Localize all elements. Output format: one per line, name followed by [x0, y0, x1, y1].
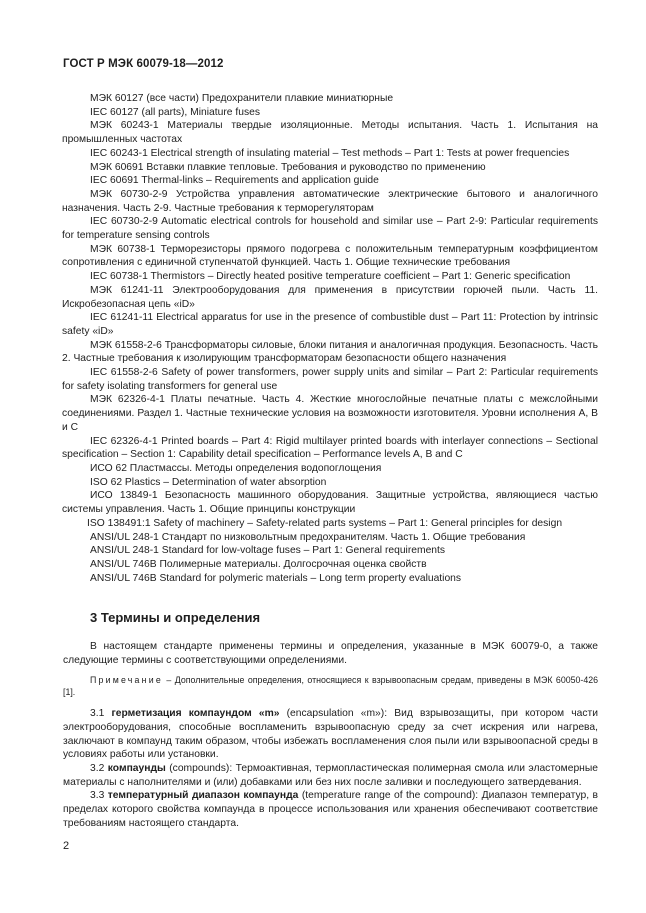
term-number: 3.2 [90, 763, 108, 775]
reference-item: МЭК 60738-1 Терморезисторы прямого подогрева с положительным температурным коэффициентом сопротивления с единичной ступенчатой функцией. Часть 1. Общие технические требования [62, 243, 598, 269]
reference-item: МЭК 60243-1 Материалы твердые изоляционные. Методы испытания. Часть 1. Испытания на промышленных частотах [62, 120, 598, 146]
reference-item: ANSI/UL 746B Полимерные материалы. Долгосрочная оценка свойств [90, 558, 427, 570]
term-definition [63, 762, 598, 789]
note-text: – Дополнительные определения, относящиеся к взрывоопасным средам, приведены в МЭК 60050-426 [1]. [63, 675, 598, 697]
term-definition [63, 789, 598, 830]
reference-item: ANSI/UL 248-1 Стандарт по низковольтным предохранителям. Часть 1. Общие требования [90, 531, 526, 543]
page-number: 2 [63, 840, 70, 852]
reference-item: МЭК 61241-11 Электрооборудования для применения в присутствии горючей пыли. Часть 11. Искробезопасная цепь «iD» [62, 284, 598, 310]
reference-item: IEC 60127 (all parts), Miniature fuses [90, 106, 260, 118]
term-name: температурный диапазон компаунда [107, 790, 299, 802]
reference-item: МЭК 60691 Вставки плавкие тепловые. Требования и руководство по применению [90, 161, 486, 173]
reference-item: ИСО 62 Пластмассы. Методы определения водопоглощения [90, 462, 382, 474]
reference-item: IEC 61241-11 Electrical apparatus for use in the presence of combustible dust – Part 11: Protection by intrinsic safety «iD» [62, 312, 598, 337]
term-name: компаунды [107, 763, 166, 775]
term-definition [63, 707, 598, 762]
reference-item: ISO 62 Plastics – Determination of water absorption [90, 476, 327, 488]
reference-item: IEC 62326-4-1 Printed boards – Part 4: Rigid multilayer printed boards with interlayer connections – Sectional specification – Section 1: Capability detail specification – Performance levels A, B and C [62, 435, 598, 461]
reference-item: IEC 60691 Thermal-links – Requirements and application guide [90, 175, 379, 187]
term-number: 3.1 [90, 708, 112, 720]
reference-item: ISO 138491:1 Safety of machinery – Safety-related parts systems – Part 1: General principles for design [87, 517, 563, 529]
term-text: (temperature range of the compound): Диапазон температур, в пределах которого свойства компаунда в процессе использования или хранения обеспечивают соответствие требованиям настоящего стандарта. [63, 790, 598, 829]
term-name: герметизация компаундом «m» [111, 708, 280, 720]
reference-item: ANSI/UL 746B Standard for polymeric materials – Long term property evaluations [90, 572, 462, 584]
section-title: 3 Термины и определения [90, 610, 261, 625]
reference-item: МЭК 61558-2-6 Трансформаторы силовые, блоки питания и аналогичная продукция. Безопасность. Часть 2. Частные требования к изолирующим трансформаторам безопасности общего назначения [62, 339, 598, 365]
reference-item: IEC 60738-1 Thermistors – Directly heated positive temperature coefficient – Part 1: Generic specification [90, 271, 571, 283]
term-number: 3.3 [90, 790, 108, 802]
reference-item: МЭК 60730-2-9 Устройства управления автоматические электрические бытового и аналогичного назначения. Часть 2-9. Частные требования к терморегуляторам [62, 188, 598, 214]
intro-paragraph: В настоящем стандарте применены термины и определения, указанные в МЭК 60079-0, а также следующие термины с соответствующими определениями. [63, 641, 598, 666]
reference-item: IEC 60243-1 Electrical strength of insulating material – Test methods – Part 1: Tests at power frequencies [90, 147, 570, 159]
reference-item: ANSI/UL 248-1 Standard for low-voltage fuses – Part 1: General requirements [90, 545, 446, 557]
document-header: ГОСТ Р МЭК 60079-18—2012 [63, 58, 224, 70]
normative-references-list [62, 92, 598, 585]
reference-item: МЭК 60127 (все части) Предохранители плавкие миниатюрные [90, 93, 394, 104]
term-text: (encapsulation «m»): Вид взрывозащиты, при котором части электрооборудования, способные воспламенить взрывоопасную среду за счет искрения или нагрева, заключают в компаунд таким образом, чтобы избежать воспламенения слоя пыли или взрывоопасной среды в условиях работы или установки. [63, 708, 598, 761]
section-body [63, 640, 598, 831]
reference-item: IEC 61558-2-6 Safety of power transformers, power supply units and similar – Part 2: Particular requirements for safety isolating transformers for general use [62, 367, 598, 392]
reference-item: МЭК 62326-4-1 Платы печатные. Часть 4. Жесткие многослойные печатные платы с межслойными соединениями. Раздел 1. Частные технические условия на возможности изготовителя. Уровни исполнения А, В и С [62, 394, 598, 433]
term-text: (compounds): Термоактивная, термопластическая полимерная смола или эластомерные материалы с наполнителями и (или) добавками или без них после заливки и последующего затвердевания. [63, 763, 598, 788]
reference-item: IEC 60730-2-9 Automatic electrical controls for household and similar use – Part 2-9: Particular requirements for temperature sensing controls [62, 216, 598, 242]
note-paragraph [63, 675, 598, 698]
note-label: Примечание [90, 675, 163, 686]
reference-item: ИСО 13849-1 Безопасность машинного оборудования. Защитные устройства, являющиеся частью системы управления. Часть 1. Общие принципы конструкции [62, 490, 598, 516]
